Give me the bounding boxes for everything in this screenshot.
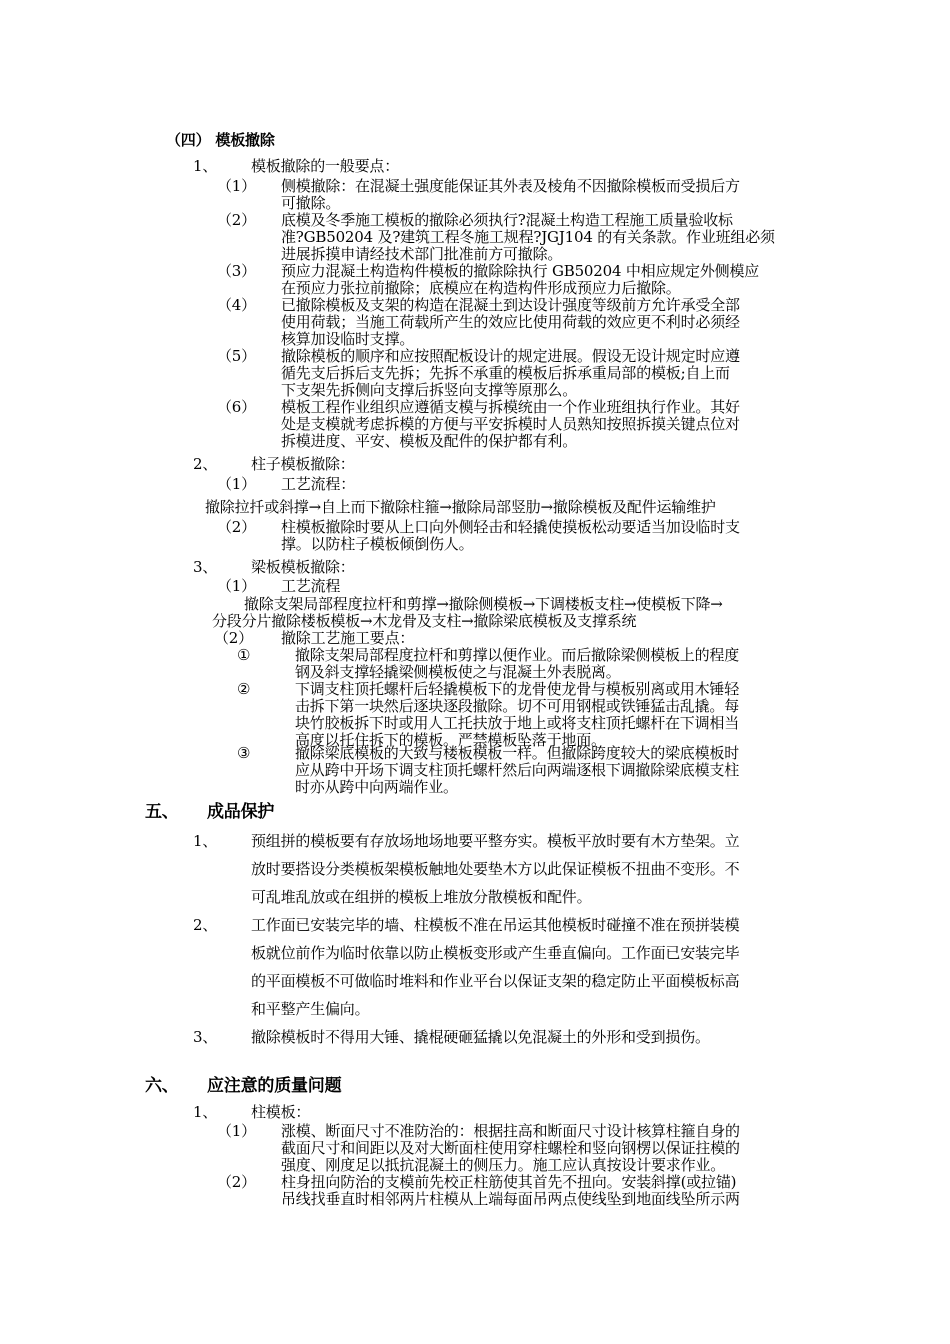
paragraph-line: 截面尺寸和间距以及对大断面柱使用穿柱螺栓和竖向钢楞以保证拄模的: [281, 1139, 740, 1157]
item-number: 1、: [193, 1103, 218, 1121]
paragraph-line: 下支架先拆侧向支撑后拆竖向支撑等原那么。: [281, 381, 578, 399]
sub-item-number: （1）: [217, 577, 256, 595]
sub-item-number: （1）: [217, 177, 256, 195]
paragraph-line: 撤除支架局部程度拉杆和剪撑以便作业。而后撤除梁侧模板上的程度: [295, 646, 740, 664]
sub-item-number: （5）: [217, 347, 256, 365]
paragraph-line: 模板工程作业组织应遵循支模与拆模统由一个作业班组执行作业。其好: [281, 398, 740, 416]
sub-item-number: （1）: [217, 1122, 256, 1140]
point-number: ①: [237, 646, 251, 664]
sub-item-number: （2）: [214, 629, 253, 647]
process-flow: 撤除支架局部程度拉杆和剪撑→撤除侧模板→下调楼板支柱→使模板下降→: [244, 595, 723, 613]
sub-item-number: （2）: [217, 518, 256, 536]
sub-item-number: （4）: [217, 296, 256, 314]
paragraph-line: 在预应力张拉前撤除；底模应在构造构件形成预应力后撤除。: [281, 279, 681, 297]
paragraph-line: 柱身扭向防治的支模前先校正柱筋使其首先不扭向。安装斜撑(或拉锚): [281, 1173, 737, 1191]
paragraph-line: 板就位前作为临时依靠以防止模板变形或产生垂直偏向。工作面已安装完毕: [251, 944, 740, 962]
paragraph-line: 处是支模就考虑拆模的方便与平安拆模时人员熟知按照拆摸关键点位对: [281, 415, 740, 433]
sub-item-number: （3）: [217, 262, 256, 280]
paragraph-line: 时亦从跨中向两端作业。: [295, 778, 458, 796]
paragraph-line: 撑。以防柱子模板倾倒伤人。: [281, 535, 474, 553]
item-number: 1、: [193, 157, 218, 175]
item-number: 2、: [193, 455, 218, 473]
item-label: 柱模板：: [251, 1103, 311, 1121]
paragraph-line: 下调支柱顶托螺杆后轻撬模板下的龙骨使龙骨与模板别离或用木锤轻: [295, 680, 740, 698]
item-number: 3、: [193, 558, 218, 576]
section-4-heading: （四） 模板撤除: [166, 131, 275, 149]
paragraph-line: 工作面已安装完毕的墙、柱模板不准在吊运其他模板时碰撞不准在预拼装模: [251, 916, 740, 934]
point-number: ②: [237, 680, 251, 698]
paragraph-line: 底模及冬季施工模板的撤除必须执行?混凝土构造工程施工质量验收标: [281, 211, 733, 229]
paragraph-line: 拆模进度、平安、模板及配件的保护都有利。: [281, 432, 578, 450]
paragraph-line: 击拆下第一块然后逐块逐段撤除。切不可用钢棍或铁锤猛击乱撬。每: [295, 697, 740, 715]
section-6-number: 六、: [145, 1076, 179, 1096]
item-number: 2、: [193, 916, 218, 934]
sub-item-number: （1）: [217, 475, 256, 493]
section-6-heading: 应注意的质量问题: [207, 1076, 342, 1096]
paragraph-line: 撤除模板时不得用大锤、撬棍硬砸猛撬以免混凝土的外形和受到损伤。: [251, 1028, 710, 1046]
item-number: 1、: [193, 832, 218, 850]
sub-item-number: （6）: [217, 398, 256, 416]
paragraph-line: 放时要搭设分类模板架模板触地处要垫木方以此保证模板不扭曲不变形。不: [251, 860, 740, 878]
paragraph-line: 准?GB50204 及?建筑工程冬施工规程?JGJ104 的有关条款。作业班组必须: [281, 228, 775, 246]
item-number: 3、: [193, 1028, 218, 1046]
sub-item-number: （2）: [217, 211, 256, 229]
paragraph-line: 预组拼的模板要有存放场地场地要平整夯实。模板平放时要有木方垫架。立: [251, 832, 740, 850]
paragraph-line: 侧模撤除：在混凝土强度能保证其外表及棱角不因撤除模板而受损后方: [281, 177, 740, 195]
paragraph-line: 高度以托住拆下的模板。严禁模板坠落于地面。: [295, 731, 606, 749]
sub-item-number: （2）: [217, 1173, 256, 1191]
paragraph-line: 可撤除。: [281, 194, 341, 212]
paragraph-line: 已撤除模板及支架的构造在混凝土到达设计强度等级前方允许承受全部: [281, 296, 740, 314]
section-5-heading: 成品保护: [207, 802, 275, 822]
paragraph-line: 撤除模板的顺序和应按照配板设计的规定进展。假设无设计规定时应遵: [281, 347, 740, 365]
sub-item-label: 撤除工艺施工要点：: [281, 629, 415, 647]
paragraph-line: 强度、刚度足以抵抗混凝土的侧压力。施工应认真按设计要求作业。: [281, 1156, 726, 1174]
sub-item-label: 工艺流程：: [281, 475, 356, 493]
sub-item-label: 工艺流程: [281, 577, 341, 595]
paragraph-line: 撤除梁底模板的大致与楼板模板一样。但撤除跨度较大的梁底模板时: [295, 744, 740, 762]
paragraph-line: 吊线找垂直时相邻两片柱模从上端每面吊两点使线坠到地面线坠所示两: [281, 1190, 740, 1208]
paragraph-line: 钢及斜支撑轻撬梁侧模板使之与混凝土外表脱离。: [295, 663, 621, 681]
process-flow: 撤除拉扦或斜撑→自上而下撤除柱箍→撤除局部竖肋→撤除模板及配件运输维护: [205, 498, 716, 516]
paragraph-line: 进展拆摸申请经技术部门批准前方可撤除。: [281, 245, 563, 263]
paragraph-line: 核算加设临时支撑。: [281, 330, 415, 348]
section-5-number: 五、: [145, 802, 179, 822]
paragraph-line: 应从跨中开场下调支柱顶托螺杆然后向两端逐根下调撤除梁底模支柱: [295, 761, 740, 779]
paragraph-line: 块竹胶板拆下时或用人工托扶放于地上或将支柱顶托螺杆在下调相当: [295, 714, 740, 732]
item-label: 梁板模板撤除：: [251, 558, 355, 576]
point-number: ③: [237, 744, 251, 762]
process-flow: 分段分片撤除楼板模板→木龙骨及支柱→撤除梁底模板及支撑系统: [212, 612, 637, 630]
paragraph-line: 涨模、断面尺寸不准防治的：根据拄高和断面尺寸设计核算柱箍自身的: [281, 1122, 740, 1140]
paragraph-line: 预应力混凝土构造构件模板的撤除除执行 GB50204 中相应规定外侧模应: [281, 262, 760, 280]
paragraph-line: 可乱堆乱放或在组拼的模板上堆放分散模板和配件。: [251, 888, 592, 906]
item-label: 柱子模板撤除：: [251, 455, 355, 473]
paragraph-line: 柱模板撤除时要从上口向外侧轻击和轻撬使摸板松动要适当加设临时支: [281, 518, 740, 536]
paragraph-line: 使用荷载；当施工荷载所产生的效应比使用荷载的效应更不利时必须经: [281, 313, 740, 331]
paragraph-line: 的平面模板不可做临时堆料和作业平台以保证支架的稳定防止平面模板标高: [251, 972, 740, 990]
paragraph-line: 循先支后拆后支先拆；先拆不承重的模板后拆承重局部的模板;自上而: [281, 364, 730, 382]
paragraph-line: 和平整产生偏向。: [251, 1000, 370, 1018]
item-label: 模板撤除的一般要点：: [251, 157, 400, 175]
